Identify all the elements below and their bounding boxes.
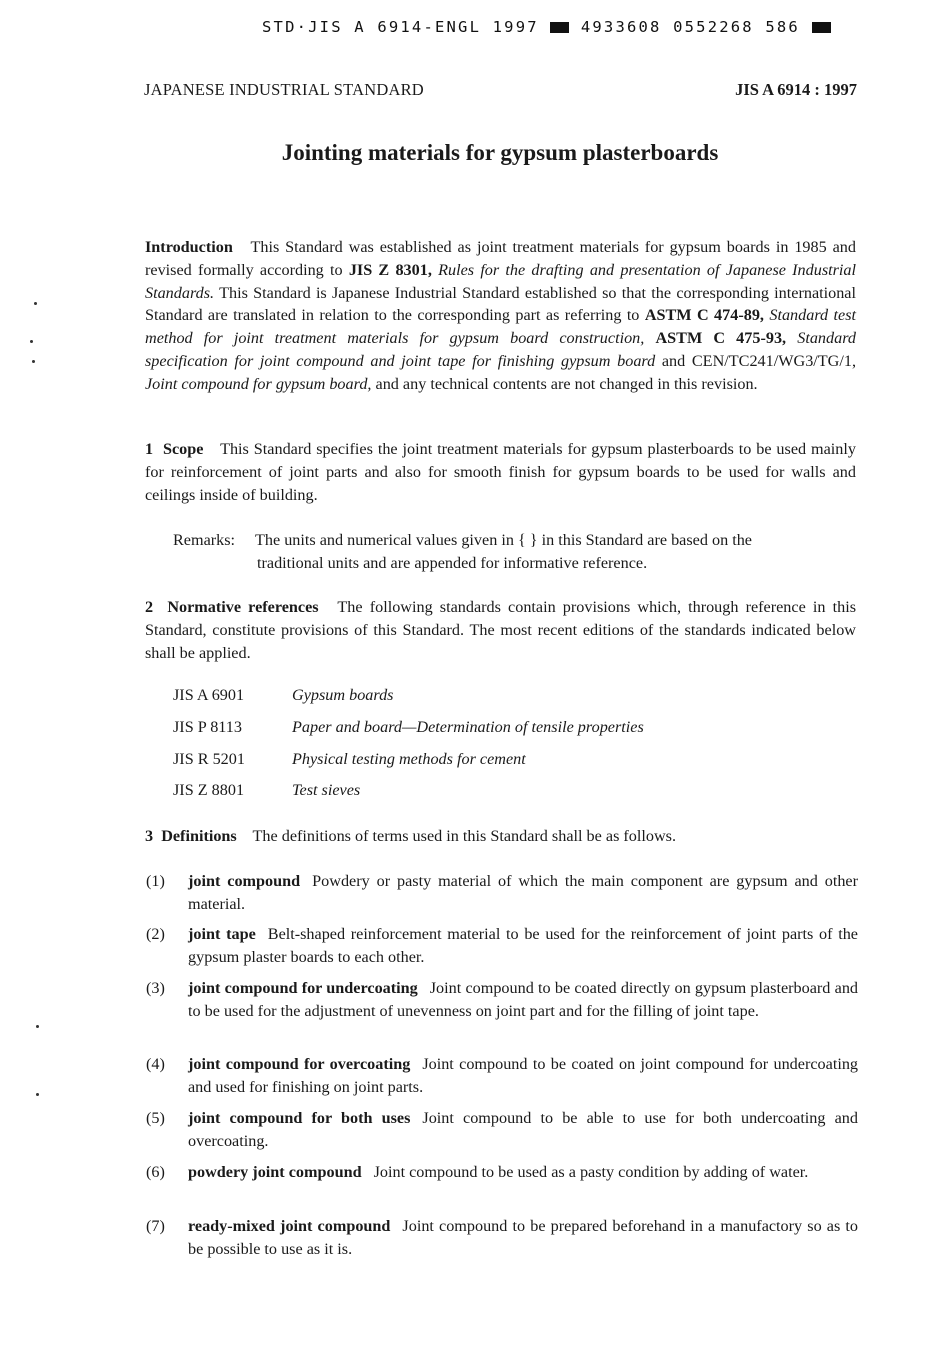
definition-term: joint compound for undercoating bbox=[188, 979, 418, 997]
definition-text: Joint compound to be used as a pasty condition by adding of water. bbox=[373, 1163, 809, 1181]
scan-stamp bbox=[262, 18, 831, 36]
remarks-note bbox=[173, 529, 856, 575]
definition-number: (7) bbox=[146, 1217, 165, 1235]
definition-item bbox=[146, 870, 858, 916]
reference-title: Test sieves bbox=[292, 781, 361, 800]
definition-item bbox=[146, 1107, 858, 1153]
scan-speck bbox=[34, 302, 37, 305]
scope-heading: 1 Scope bbox=[145, 440, 204, 458]
reference-code: JIS P 8113 bbox=[173, 717, 242, 736]
header-standard-name: JAPANESE INDUSTRIAL STANDARD bbox=[144, 80, 424, 99]
definition-term: joint compound for overcoating bbox=[188, 1055, 411, 1073]
reference-code: JIS Z 8801 bbox=[173, 781, 245, 800]
intro-ref-title: Standard test method for joint treatment materials for gypsum board construction, bbox=[145, 306, 857, 348]
definition-number: (5) bbox=[146, 1109, 165, 1127]
stamp-block-mark bbox=[550, 22, 569, 33]
definition-term: ready-mixed joint compound bbox=[188, 1217, 391, 1235]
reference-list bbox=[173, 686, 644, 813]
reference-item bbox=[173, 781, 644, 813]
definition-term: joint compound bbox=[188, 872, 301, 890]
normative-references-text: The following standards contain provisions which, through reference in this Standard, constitute provisions of this Standard. The most recent editions of the standards indicated below shall be applied. bbox=[145, 598, 856, 662]
scope-text: This Standard specifies the joint treatment materials for gypsum plasterboards to be used mainly for reinforcement of joint parts and also for smooth finish for gypsum boards to be used for walls and ceilings inside of building. bbox=[145, 440, 856, 504]
stamp-block-mark bbox=[812, 22, 831, 33]
definition-number: (1) bbox=[146, 872, 165, 890]
definition-text: Joint compound to be coated on joint compound for undercoating and used for finishing on joint parts. bbox=[188, 1055, 859, 1096]
definition-term: joint compound for both uses bbox=[188, 1109, 411, 1127]
definition-item bbox=[146, 977, 858, 1023]
remarks-label: Remarks: bbox=[173, 531, 236, 549]
definition-number: (2) bbox=[146, 925, 165, 943]
definitions-paragraph bbox=[145, 825, 856, 848]
reference-title: Paper and board—Determination of tensile properties bbox=[292, 717, 644, 736]
definition-text: Joint compound to be able to use for both undercoating and overcoating. bbox=[188, 1109, 858, 1150]
reference-code: JIS R 5201 bbox=[173, 749, 245, 768]
scan-speck bbox=[32, 360, 35, 363]
intro-ref-title: Standard specification for joint compound and joint tape for finishing gypsum board bbox=[145, 329, 856, 370]
intro-text: This Standard is Japanese Industrial Standard established so that the corresponding international Standard are translated in relation to the corresponding part as referring to bbox=[145, 283, 856, 325]
header-standard-number: JIS A 6914 : 1997 bbox=[735, 80, 857, 99]
definition-item bbox=[146, 923, 858, 969]
introduction-paragraph bbox=[145, 236, 856, 396]
reference-item bbox=[173, 686, 644, 718]
definition-number: (6) bbox=[146, 1163, 165, 1181]
reference-title: Gypsum boards bbox=[292, 686, 394, 704]
reference-item bbox=[173, 750, 644, 782]
scan-speck bbox=[36, 1025, 39, 1028]
intro-ref-title: Rules for the drafting and presentation of Japanese Industrial Standards. bbox=[145, 260, 857, 302]
intro-text: and CEN/TC241/WG3/TG/1, bbox=[661, 351, 856, 370]
introduction-heading: Introduction bbox=[145, 238, 233, 256]
reference-title: Physical testing methods for cement bbox=[292, 749, 526, 768]
intro-text: This Standard was established as joint treatment materials for gypsum boards in 1985 and revised formally according to bbox=[145, 238, 856, 279]
scope-paragraph bbox=[145, 438, 856, 506]
definition-number: (4) bbox=[146, 1055, 165, 1073]
definition-item bbox=[146, 1053, 858, 1099]
document-title: Jointing materials for gypsum plasterboards bbox=[281, 140, 719, 165]
stamp-number: 4933608 0552268 586 bbox=[580, 18, 800, 36]
intro-text: and any technical contents are not changed in this revision. bbox=[375, 374, 758, 393]
definition-number: (3) bbox=[146, 979, 165, 997]
normative-references-heading: 2 Normative references bbox=[145, 598, 319, 616]
definition-item bbox=[146, 1215, 858, 1261]
scan-speck bbox=[36, 1093, 39, 1096]
definition-term: powdery joint compound bbox=[188, 1163, 362, 1181]
remarks-line: The units and numerical values given in { } in this Standard are based on the bbox=[255, 531, 752, 549]
definitions-text: The definitions of terms used in this Standard shall be as follows. bbox=[252, 827, 677, 845]
intro-ref-title: Joint compound for gypsum board, bbox=[145, 374, 372, 393]
definition-text: Joint compound to be coated directly on gypsum plasterboard and to be used for the adjustment of unevenness on joint part and for the filling of joint tape. bbox=[188, 979, 859, 1020]
remarks-line: traditional units and are appended for informative reference. bbox=[257, 553, 648, 572]
definition-text: Belt-shaped reinforcement material to be used for the reinforcement of joint parts of the gypsum plaster boards to each other. bbox=[188, 925, 858, 966]
definition-item bbox=[146, 1161, 858, 1184]
intro-ref-astm-c474: ASTM C 474-89, bbox=[644, 306, 764, 325]
normative-references-paragraph bbox=[145, 596, 856, 664]
intro-ref-jis-z8301: JIS Z 8301, bbox=[348, 260, 432, 279]
definition-text: Powdery or pasty material of which the main component are gypsum and other material. bbox=[188, 872, 858, 913]
reference-item bbox=[173, 718, 644, 750]
scan-speck bbox=[30, 340, 33, 343]
reference-code: JIS A 6901 bbox=[173, 686, 245, 704]
definitions-heading: 3 Definitions bbox=[145, 827, 237, 845]
intro-ref-astm-c475: ASTM C 475-93, bbox=[655, 329, 787, 348]
definition-text: Joint compound to be prepared beforehand in a manufactory so as to be possible to use as it is. bbox=[188, 1217, 858, 1258]
definition-term: joint tape bbox=[188, 925, 256, 943]
stamp-code: STD·JIS A 6914-ENGL 1997 bbox=[262, 18, 539, 36]
